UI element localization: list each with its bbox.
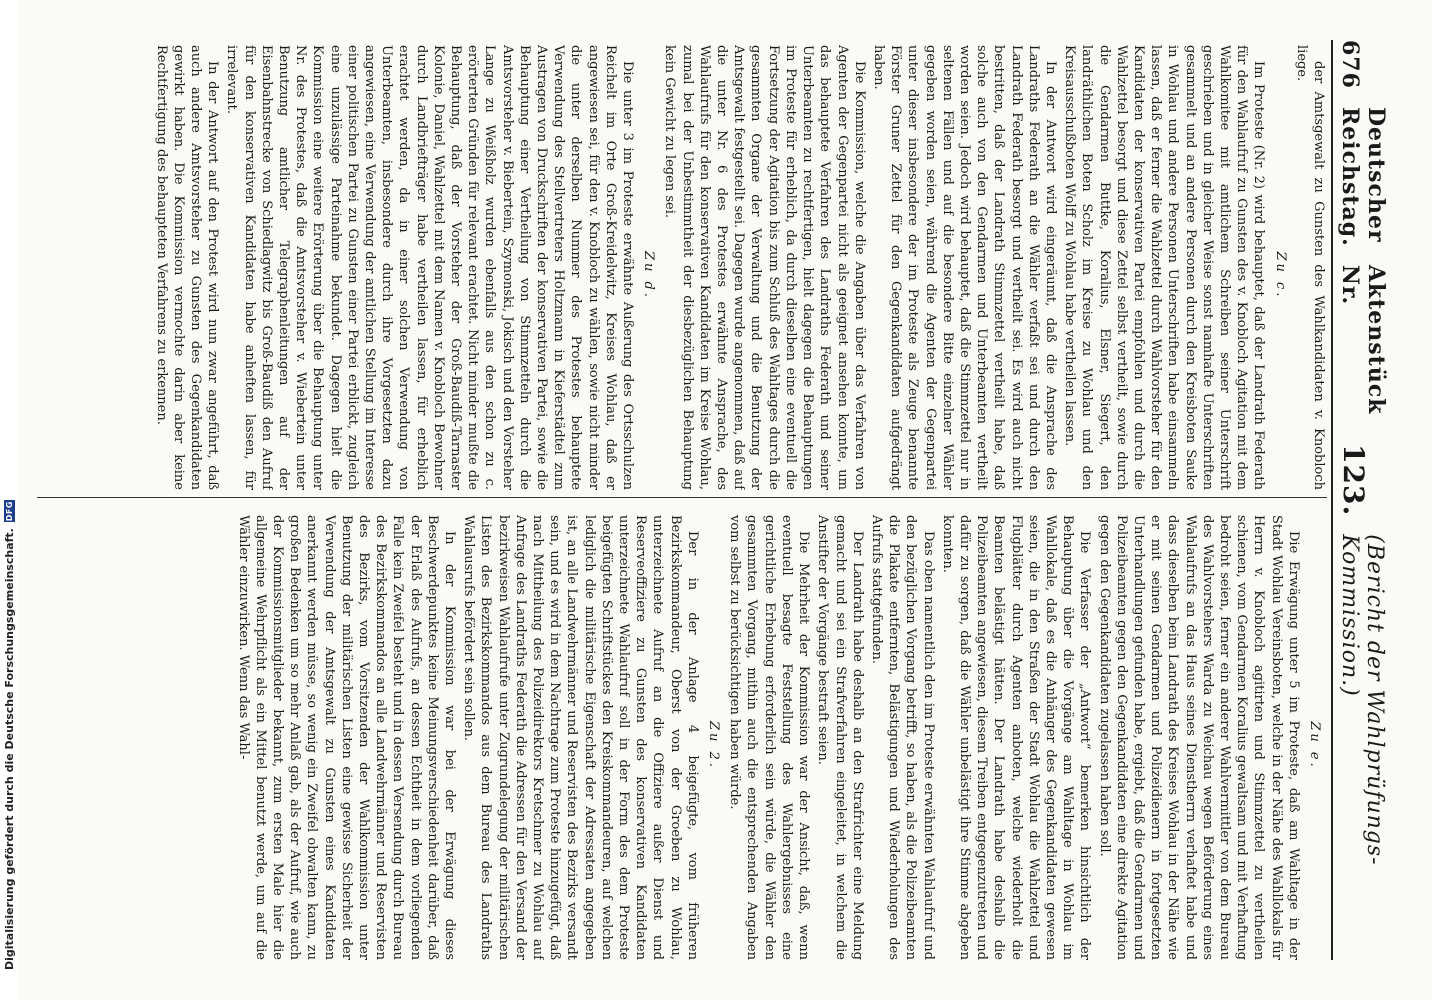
body-paragraph: In der Antwort wird eingeräumt, daß die Ansprache des Landraths Federath an die Wähler verfaßt sei und durch den Landrath Federath besorgt und vertheilt sei. Es wird auch nicht bestritten, daß der Landrath Stimmzettel vertheilt habe, daß solche auch von den Gendarmen und Unterbeamten vertheilt worden seien. Jedoch wird behauptet, daß die Stimmzettel nur in seltenen Fällen und auf die besondere Bitte einzelner Wähler gegeben worden seien, während die Agenten der Gegenpartei unter dieser insbesondere der im Proteste als Zeuge benannte Förster Gruner Zettel für den Gegenkandidaten aufgedrängt haben. — [870, 45, 1058, 490]
column-divider — [37, 497, 1327, 498]
document-label: Aktenstück Nr. — [1337, 264, 1389, 415]
document-number: 123. — [1337, 444, 1370, 517]
body-paragraph: Die Mehrheit der Kommission war der Ansicht, daß, wenn eventuell besagte Feststellung des Wahlergebnisses eine gerichtliche Erhebung erforderlich sein würde, die Wähler den gesammten Vorgang, mithin auch die entsprechenden Angaben vom selbst zu berücksichtigen haben würde. — [727, 515, 812, 960]
page-number: 676 — [1337, 40, 1363, 89]
body-paragraph: Im Proteste (Nr. 2) wird behauptet, daß der Landrath Federath für den Wahlaufruf zu Gunsten des v. Knobloch Agitation mit dem Wahlkomitee mit amtlichem Schreiben seiner Unterschrift geschrieben und in gleicher Weise sonst namhafte Unterschriften gesammelt und an andere Personen durch den Kreisboten Sauke in Wohlau und andere Personen Unterschriften habe einsammeln lassen, daß er ferner die Wahlzettel durch Wahlvorsteher für den Kandidaten der konservativen Partei empfohlen und durch die Wahlzettel besorgt und diese Zettel selbst vertheilt, sowie durch die Gendarmen Buttke, Koralius, Elsner, Siegert, den landräthlichen Boten Scholz im Kreise zu Wohlau und den Kreisausschußboten Wolff zu Wohlau habe vertheilen lassen. — [1062, 45, 1267, 490]
section-subheading: Zu 2. — [706, 721, 722, 770]
body-paragraph: Die Erwägung unter 5 im Proteste, daß am Wahltage in der Stadt Wohlau Vereinsboten, welche in der Nähe des Wahllokals für Herrn v. Knobloch agitirten und Stimmzettel zu vertheilen schienen, vom Gendarmen Koralius gewaltsam und mit Verhaftung bedroht seien, ferner ein anderer Wahlvermittler von dem Bureau des Wahlvorstehers Warda zu Weichau wegen Beförderung eines Wahlaufrufs an das Haus seines Dienstherrn verhaftet habe und dass dieselben beim Landrath des Kreises Wohlau in der Nähe wie er mit seinen Gendarmen und Polizeidienern in fortgesetzten Unterhandlungen gefunden habe, ergiebt, daß die Gendarmen und Polizeibeamten gegen den Gegenkandidaten eine direkte Agitation gegen den Gegenkandidaten zugelassen haben soll. — [1096, 515, 1301, 960]
body-paragraph: der Amtsgewalt zu Gunsten des Wahlkandidaten v. Knobloch liege. — [1293, 45, 1326, 490]
section-subheading: Zu d. — [641, 251, 657, 300]
dfg-logo: DFG — [4, 501, 14, 522]
right-column — [27, 515, 1327, 960]
credit-text: Digitalisierung gefördert durch die Deutsche Forschungsgemeinschaft. — [2, 528, 16, 970]
body-paragraph: Die Kommission, welche die Angaben über das Verfahren von Agenten der Gegenpartei nicht als geeignet ansehen konnte, um das behauptete Verfahren des Landraths Federath und seiner Unterbeamten zu rechtfertigen, hielt dagegen die Behauptungen im Proteste für erheblich, da durch dieselben eine eventuell die Fortsetzung der Agitation bis zum Schluß des Wahltages durch die gesammten Organe der Verwaltung und die Benutzung der Amtsgewalt festgestellt sei. Dagegen wurde angenommen, daß auf die unter Nr. 6 des Protestes erwähnte Ansprache, des Wahlaufrufs für den konservativen Kandidaten im Kreise Wohlau, zumal bei der Unbestimmtheit der diesbezüglichen Behauptung kein Gewicht zu legen sei. — [662, 45, 867, 490]
left-column — [27, 45, 1327, 490]
section-title: (Bericht der Wahlprüfungs-Kommission.) — [1337, 534, 1387, 866]
page-header — [1331, 40, 1389, 960]
footer-strip — [0, 0, 18, 1000]
body-paragraph: In der Kommission war bei der Erwägung dieses Beschwerdepunktes keine Meinungsverschiedenheit darüber, daß der Erlaß des Aufrufs, an dessen Echtheit in dem vorliegenden Falle kein Zweifel besteht und in dessen Versendung durch Bureau des Bezirkskommandos an alle Landwehrmänner und Reservisten des Bezirks, vom Vorsitzenden der Wahlkommission unter Benutzung der militärischen Listen eine gewisse Sicherheit der Verwendung der Amtsgewalt zu Gunsten eines Kandidaten anerkannt werden müsse, so wenig ein Zweifel obwalten kann, zu großen Bedenken um so mehr Anlaß gab, als der Aufruf, wie auch der Kommissionsmitglieder bekannt, zum ersten Male hier die allgemeine Wehrpflicht als ein Mittel benutzt werde, um auf die Wähler einzuwirken. Wenn das Wahl- — [235, 515, 458, 960]
body-paragraph: Das oben namentlich den im Proteste erwähnten Wahlaufruf und den bezüglichen Vorgang betrifft, so haben, als die Polizeibeamten die Plakate entfernten, Belästigungen und Wiederholungen des Aufrufs stattgefunden. — [868, 515, 936, 960]
body-paragraph: Der in der Anlage 4 beigefügte, vom früheren Bezirkskommandeur, Oberst von der Groeben zu Wohlau, unterzeichnete Aufruf an die Offiziere außer Dienst und Reserveoffiziere zu Gunsten des konservativen Kandidaten unterzeichnete Wahlaufruf soll in der Form des dem Proteste beigefügten Schriftstückes den Kreiskommandeuren, auf welchen lediglich die militärische Eigenschaft der Adressaten angegeben ist, an alle Landwehrmänner und Reservisten des Bezirks versandt sein, und es wird in dem Nachtrage zum Proteste hinzugefügt, daß nach Mittheilung des Polizeidirektors Kretschmer zu Wohlau auf Anfrage des Landraths Federath die Adressen für den Versand der bezirkweisen Wahlaufrufe unter Zugrundelegung der militärischen Listen des Bezirkskommandos aus dem Bureau des Landraths Wahlausrufs befördert sein sollen. — [461, 515, 700, 960]
publication-title: Deutscher Reichstag. — [1337, 106, 1389, 247]
body-paragraph: Die unter 3 im Proteste erwähnte Außerung des Ortsschulzen Reichelt im Orte Groß-Kreidelwitz, Kreises Wohlau, daß er angewiesen sei, für den v. Knobloch zu wählen, sowie nicht minder die unter derselben Nummer des Protestes behauptete Verwendung des Stellvertreters Holtzmann in Kieferstädtel zum Austragen von Druckschriften der konservativen Partei, sowie die Behauptung einer Vertheilung von Stimmzetteln durch die Amtsvorsteher v. Biebertein, Szymonski, Jokisch und den Vorsteher Lange zu Weißholz wurden ebenfalls aus den schon zu c. erörterten Gründen für relevant erachtet. Nicht minder mußte die Behauptung, daß der Vorsteher der Groß-Baudiß-Tarnaster Kolonie, Daniel, Wahlzettel mit dem Namen v. Knobloch Bewohner durch Landbriefträger habe vertheilen lassen, für erheblich erachtet werden, da in einer solchen Verwendung von Unterbeamten, insbesondere durch ihre Vorgesetzten dazu angewiesen, eine Verwendung der amtlichen Stellung im Interesse einer politischen Partei zu Gunsten einer Partei erblickt, zugleich eine unzulässige Parteinahme bekundet. Dagegen hielt die Kommission eine weitere Erörterung über die Behauptung unter Nr. des Protestes, daß die Amtsvorsteher v. Wiebertein unter Benutzung amtlicher Telegraphenleitungen auf der Eisenbahnstrecke von Schiedlagwitz bis Groß-Baudiß den Aufruf für den konservativen Kandidaten habe anheften lassen, für irrelevant. — [224, 45, 636, 490]
section-subheading: Zu c. — [1272, 251, 1288, 300]
footer-credit-row — [0, 0, 18, 1000]
body-paragraph: Der Landrath habe deshalb an den Strafrichter eine Meldung gemacht und sei ein Strafverfahren eingeleitet, in welchem die Anstifter der Vorgänge bestraft seien. — [815, 515, 865, 960]
body-paragraph: Die Verfasser der „Antwort“ bemerken hinsichtlich der Behauptung über die Vorgänge am Wahltage in Wohlau im Wahllokale, daß es die Anhänger des Gegenkandidaten gewesen seien, die in den Straßen der Stadt Wohlau die Wahlzettel und Flugblätter durch Agenten anboten, welche wiederholt die Beamten belästigt hätten. Der Landrath habe deshalb die Polizeibeamten angewiesen, diesem Treiben entgegenzutreten und dafür zu sorgen, daß die Wähler unbelästigt ihre Stimme abgeben konnten. — [939, 515, 1093, 960]
body-paragraph: In der Antwort auf den Protest wird nun zwar angeführt, daß auch andere Amtsvorsteher zu Gunsten des Gegenkandidaten gewirkt haben. Die Kommission vermochte darin aber keine Rechtfertigung des behaupteten Verfahrens zu erkennen. — [153, 45, 221, 490]
section-subheading: Zu e. — [1307, 721, 1322, 770]
